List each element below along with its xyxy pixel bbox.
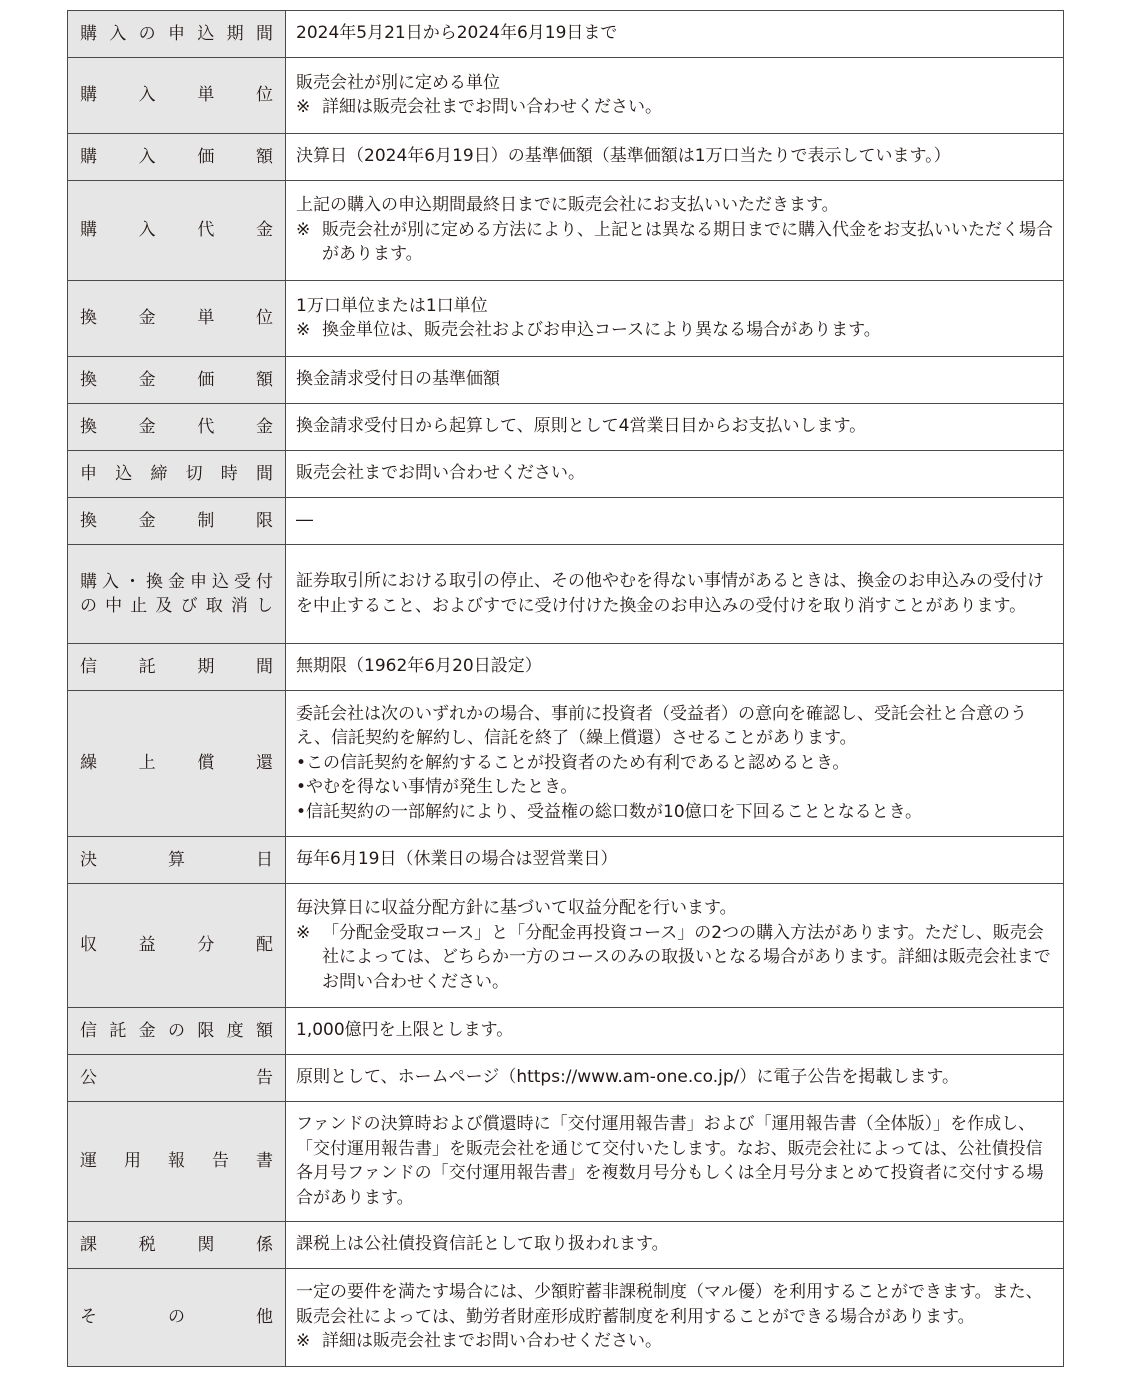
value-line: 2024年5月21日から2024年6月19日まで [296, 23, 618, 44]
value-line: 換金請求受付日から起算して、原則として4営業日目からお支払いします。 [296, 416, 867, 437]
row-label-line: 購 入 代 金 [80, 220, 273, 241]
value-line: 委託会社は次のいずれかの場合、事前に投資者（受益者）の意向を確認し、受託会社と合意のうえ、信託契約を解約し、信託を終了（繰上償還）させることがあります。 [296, 703, 1027, 749]
row-label [68, 281, 286, 357]
table-row [68, 281, 1064, 357]
row-value [286, 451, 1064, 498]
row-label-line: 繰 上 償 還 [80, 753, 273, 774]
value-line: 販売会社までお問い合わせください。 [296, 463, 585, 484]
row-value [286, 644, 1064, 691]
row-label-line: 信 託 期 間 [80, 656, 273, 677]
table-row [68, 1102, 1064, 1222]
note-mark: ※ [296, 1331, 311, 1352]
row-label-line: 換 金 代 金 [80, 416, 273, 437]
table-row [68, 644, 1064, 691]
table-row [68, 691, 1064, 837]
note-line [296, 318, 1053, 343]
value-line: 上記の購入の申込期間最終日までに販売会社にお支払いいただきます。 [296, 195, 839, 216]
row-label-line: 公 告 [80, 1067, 273, 1088]
note-line [296, 218, 1053, 267]
row-value [286, 1102, 1064, 1222]
row-value [286, 1269, 1064, 1367]
row-label-line: 換 金 単 位 [80, 308, 273, 329]
row-label-line: 申 込 締 切 時 間 [80, 463, 273, 484]
row-label-line: 決 算 日 [80, 849, 273, 870]
note-text: 詳細は販売会社までお問い合わせください。 [322, 1331, 662, 1352]
row-value [286, 1055, 1064, 1102]
row-label [68, 644, 286, 691]
row-value [286, 1008, 1064, 1055]
note-mark: ※ [296, 219, 311, 240]
value-line: 証券取引所における取引の停止、その他やむを得ない事情があるときは、換金のお申込みの受付けを中止すること、およびすでに受け付けた換金のお申込みの受付けを取り消すことがあります。 [296, 571, 1044, 616]
value-line: •やむを得ない事情が発生したとき。 [296, 777, 578, 798]
row-label [68, 1269, 286, 1367]
table-row [68, 498, 1064, 545]
table-row [68, 1222, 1064, 1269]
row-label [68, 498, 286, 545]
row-label-line: 換 金 制 限 [80, 510, 273, 531]
row-value [286, 498, 1064, 545]
row-value [286, 884, 1064, 1008]
row-label-line: 購 入 ・ 換 金 申 込 受 付 [80, 571, 273, 592]
row-label [68, 884, 286, 1008]
row-label-line: 運 用 報 告 書 [80, 1151, 273, 1172]
table-row [68, 134, 1064, 181]
note-text: 販売会社が別に定める方法により、上記とは異なる期日までに購入代金をお支払いいただく場合があります。 [322, 219, 1053, 265]
value-line: 1,000億円を上限とします。 [296, 1020, 514, 1041]
note-line [296, 1329, 1053, 1354]
row-label [68, 1102, 286, 1222]
value-line: ― [296, 510, 313, 531]
fund-terms-body [68, 11, 1064, 1367]
row-value [286, 58, 1064, 134]
row-label-line: 収 益 分 配 [80, 935, 273, 956]
table-row [68, 1055, 1064, 1102]
table-row [68, 11, 1064, 58]
note-mark: ※ [296, 922, 311, 943]
row-value [286, 404, 1064, 451]
row-label-line: そ の 他 [80, 1307, 273, 1328]
value-line: 毎決算日に収益分配方針に基づいて収益分配を行います。 [296, 898, 737, 918]
note-line [296, 95, 1053, 120]
table-row [68, 837, 1064, 884]
row-label [68, 1008, 286, 1055]
note-text: 換金単位は、販売会社およびお申込コースにより異なる場合があります。 [322, 320, 881, 340]
row-label-line: 換 金 価 額 [80, 369, 273, 390]
row-value [286, 11, 1064, 58]
table-row [68, 451, 1064, 498]
value-line: •この信託契約を解約することが投資者のため有利であると認めるとき。 [296, 752, 850, 773]
row-value [286, 134, 1064, 181]
row-label [68, 181, 286, 281]
fund-terms-table [67, 10, 1064, 1367]
note-mark: ※ [296, 97, 311, 117]
row-label-line: 課 税 関 係 [80, 1234, 273, 1255]
row-label [68, 134, 286, 181]
value-line: 決算日（2024年6月19日）の基準価額（基準価額は1万口当たりで表示しています。） [296, 146, 951, 167]
row-value [286, 357, 1064, 404]
row-label [68, 1055, 286, 1102]
table-row [68, 404, 1064, 451]
row-label [68, 691, 286, 837]
row-label-line: の 中 止 及 び 取 消 し [80, 596, 273, 616]
table-row [68, 1008, 1064, 1055]
note-text: 詳細は販売会社までお問い合わせください。 [322, 97, 662, 117]
row-label [68, 545, 286, 644]
table-row [68, 545, 1064, 644]
value-line: •信託契約の一部解約により、受益権の総口数が10億口を下回ることとなるとき。 [296, 801, 922, 822]
row-label [68, 357, 286, 404]
value-line: 課税上は公社債投資信託として取り扱われます。 [296, 1234, 669, 1255]
row-label [68, 11, 286, 58]
row-value [286, 691, 1064, 837]
value-line: 1万口単位または1口単位 [296, 295, 488, 316]
note-mark: ※ [296, 320, 311, 340]
table-row [68, 58, 1064, 134]
row-label [68, 451, 286, 498]
row-value [286, 1222, 1064, 1269]
value-line: 毎年6月19日（休業日の場合は翌営業日） [296, 849, 618, 870]
row-label-line: 購 入 単 位 [80, 85, 273, 106]
note-line [296, 921, 1053, 995]
table-row [68, 181, 1064, 281]
row-label-line: 信 託 金 の 限 度 額 [80, 1020, 273, 1041]
row-label [68, 404, 286, 451]
value-line: 販売会社が別に定める単位 [296, 72, 500, 93]
row-value [286, 837, 1064, 884]
row-label [68, 58, 286, 134]
row-value [286, 281, 1064, 357]
value-line: 無期限（1962年6月20日設定） [296, 656, 542, 677]
value-line: 一定の要件を満たす場合には、少額貯蓄非課税制度（マル優）を利用することができます。また、販売会社によっては、勤労者財産形成貯蓄制度を利用することができる場合があります。 [296, 1282, 1043, 1327]
note-text: 「分配金受取コース」と「分配金再投資コース」の2つの購入方法があります。ただし、販売会社によっては、どちらか一方のコースのみの取扱いとなる場合があります。詳細は販売会社までお問い合わせください。 [322, 922, 1051, 992]
row-value [286, 545, 1064, 644]
row-label [68, 1222, 286, 1269]
table-row [68, 1269, 1064, 1367]
row-label [68, 837, 286, 884]
value-line: ファンドの決算時および償還時に「交付運用報告書」および「運用報告書（全体版）」を作成し、「交付運用報告書」を販売会社を通じて交付いたします。なお、販売会社によっては、公社債投信各月号ファンドの「交付運用報告書」を複数月号分もしくは全月号分まとめて投資者に交付する場合があります。 [296, 1114, 1044, 1208]
table-row [68, 357, 1064, 404]
row-label-line: 購 入 価 額 [80, 146, 273, 167]
table-row [68, 884, 1064, 1008]
row-value [286, 181, 1064, 281]
value-line: 原則として、ホームページ（https://www.am-one.co.jp/）に電子公告を掲載します。 [296, 1067, 960, 1088]
value-line: 換金請求受付日の基準価額 [296, 369, 500, 390]
row-label-line: 購 入 の 申 込 期 間 [80, 23, 273, 44]
